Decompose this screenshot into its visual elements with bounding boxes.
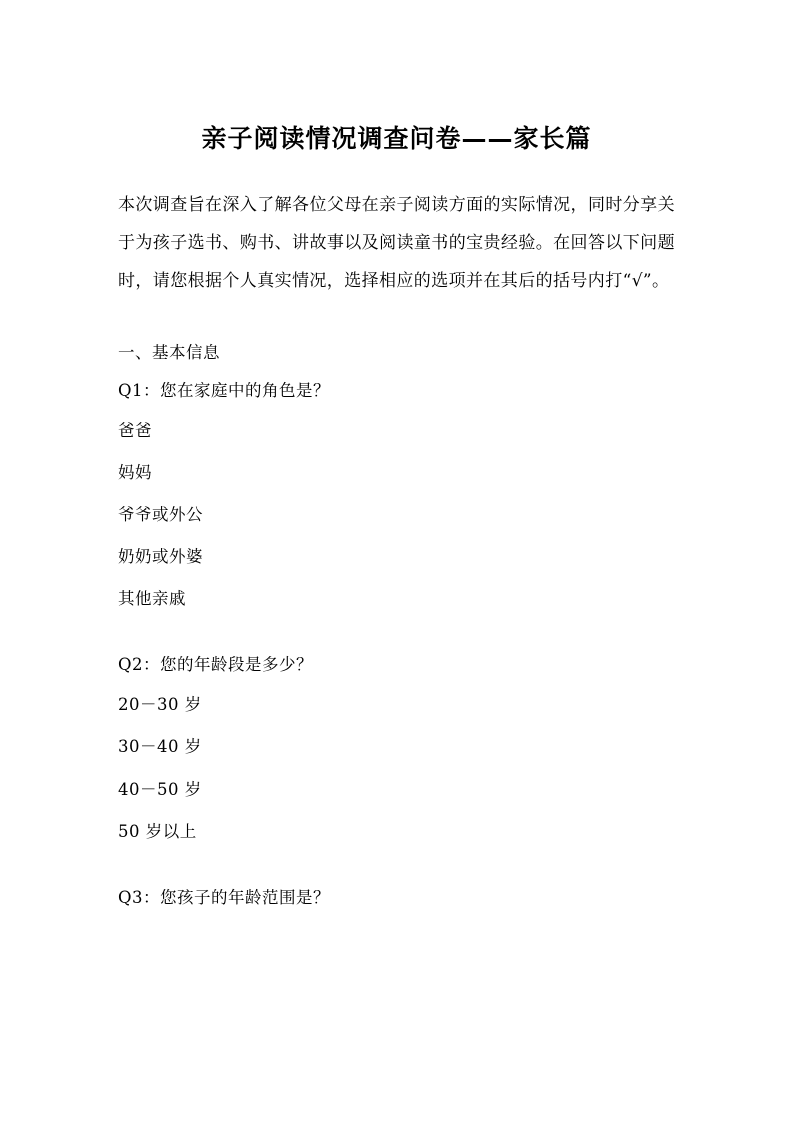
section-heading: 一、基本信息 (118, 343, 220, 363)
option-q2-4[interactable]: 50 岁以上 (118, 821, 197, 841)
option-q1-5[interactable]: 其他亲戚 (118, 589, 186, 609)
page-title: 亲子阅读情况调查问卷——家长篇 (201, 124, 592, 153)
option-q1-3[interactable]: 爷爷或外公 (118, 505, 203, 525)
question-q2: Q2：您的年龄段是多少？ (118, 655, 314, 675)
option-q1-4[interactable]: 奶奶或外婆 (118, 547, 203, 567)
option-q1-1[interactable]: 爸爸 (118, 421, 152, 441)
option-q2-1[interactable]: 20－30 岁 (118, 695, 202, 715)
block-spacer-1 (118, 620, 675, 646)
intro-paragraph: 本次调查旨在深入了解各位父母在亲子阅读方面的实际情况，同时分享关于为孩子选书、购书、讲故事以及阅读童书的宝贵经验。在回答以下问题时，请您根据个人真实情况，选择相应的选项并在其后的括号内打“√”。 (118, 194, 675, 291)
question-q3: Q3：您孩子的年龄范围是？ (118, 887, 331, 907)
option-q1-2[interactable]: 妈妈 (118, 463, 152, 483)
option-q2-2[interactable]: 30－40 岁 (118, 737, 202, 757)
question-q1: Q1：您在家庭中的角色是？ (118, 381, 331, 401)
block-spacer-2 (118, 853, 675, 879)
section-basic-info (118, 334, 675, 916)
option-q2-3[interactable]: 40－50 岁 (118, 779, 202, 799)
